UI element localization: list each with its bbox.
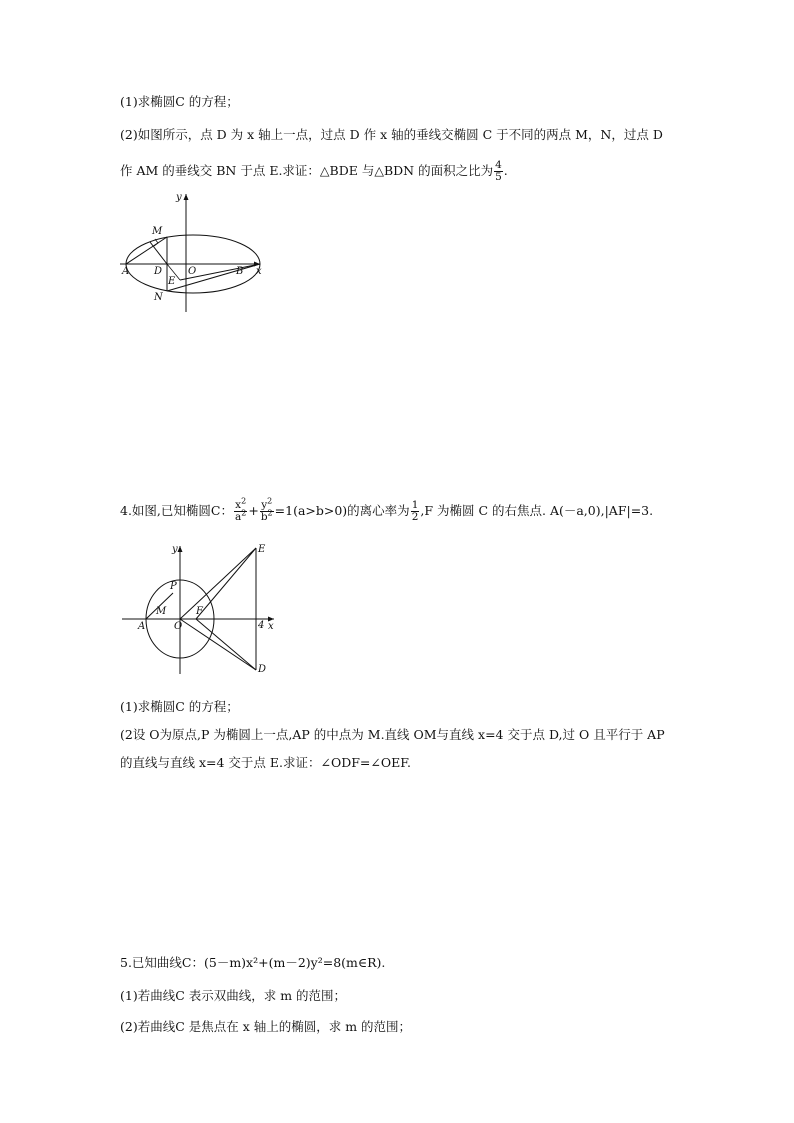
q4-line-fd (196, 619, 256, 670)
q3-label-n: N (154, 292, 163, 303)
q3-label-a: A (122, 266, 130, 277)
q3-part1: (1)求椭圆C 的方程； (120, 94, 239, 109)
q3-label-d: D (154, 266, 163, 277)
q4-plus: + (248, 503, 259, 518)
q3-ellipse-figure (118, 188, 288, 318)
q4-intro: 4.如图,已知椭圆C： (120, 503, 233, 518)
q4-part2-line2: 的直线与直线 x=4 交于点 E.求证：∠ODF=∠OEF. (120, 755, 411, 770)
q3-label-x: x (256, 266, 262, 277)
q5-part1: (1)若曲线C 表示双曲线，求 m 的范围； (120, 988, 347, 1003)
q4-label-f: F (196, 606, 203, 617)
q3-y-arrow (184, 194, 189, 200)
q4-ellipse-figure (118, 540, 278, 680)
q5-stem: 5.已知曲线C：(5－m)x²+(m－2)y²=8(m∈R). (120, 955, 386, 970)
q4-cond: =1(a>b>0)的离心率为 (274, 503, 410, 518)
ratio-denominator: 5 (495, 171, 502, 183)
q4-label-p: P (170, 581, 177, 592)
q4-part2-line1: (2设 O为原点,P 为椭圆上一点,AP 的中点为 M.直线 OM与直线 x=4 交于点 D,过 O 且平行于 AP (120, 727, 665, 742)
q3-part2-line1: (2)如图所示，点 D 为 x 轴上一点，过点 D 作 x 轴的垂线交椭圆 C 于不同的两点 M，N，过点 D (120, 127, 663, 142)
q4-label-d: D (258, 664, 267, 675)
q4-line-fe (196, 548, 256, 619)
q4-stem (120, 496, 654, 523)
q3-part2-text: 作 AM 的垂线交 BN 于点 E.求证：△BDE 与△BDN 的面积之比为 (120, 163, 494, 178)
q3-line-am (126, 237, 167, 264)
ratio-numerator: 4 (495, 159, 502, 171)
q4-rest: ,F 为椭圆 C 的右焦点. A(－a,0),|AF|=3. (420, 503, 654, 518)
q4-label-4: 4 (258, 620, 265, 631)
q3-label-b: B (236, 266, 244, 277)
q4-line-od (180, 619, 256, 670)
q3-line-de (150, 242, 167, 264)
q3-period: . (503, 163, 508, 178)
q4-x: x (235, 499, 242, 511)
q4-part1: (1)求椭圆C 的方程； (120, 699, 239, 714)
q3-label-e: E (168, 276, 176, 287)
q4-b: b (260, 511, 268, 523)
q4-label-e: E (258, 544, 266, 555)
q4-e-num: 1 (411, 499, 419, 511)
ratio-fraction (494, 160, 503, 183)
q4-label-o: O (174, 621, 183, 632)
q5-part2: (2)若曲线C 是焦点在 x 轴上的椭圆，求 m 的范围； (120, 1019, 412, 1034)
q3-line-bn (167, 264, 260, 291)
q3-label-m: M (152, 226, 163, 237)
q4-label-x: x (268, 621, 274, 632)
q4-label-y: y (172, 544, 178, 555)
q4-line-oe (180, 548, 256, 619)
q4-e-den: 2 (411, 511, 419, 523)
q3-label-y: y (176, 192, 182, 203)
q4-y-arrow (178, 546, 183, 552)
q3-label-o: O (188, 266, 197, 277)
q4-label-a: A (138, 621, 146, 632)
q4-a: a (234, 511, 242, 523)
q4-label-m: M (156, 606, 167, 617)
q3-part2-line2 (120, 160, 508, 183)
q4-frac-e (411, 500, 420, 523)
q4-frac-y: $\frac{y^2}{b^2}$ (260, 496, 273, 523)
q4-frac-x: $\frac{x^2}{a^2}$ (234, 496, 247, 523)
q4-y: y (261, 499, 268, 511)
